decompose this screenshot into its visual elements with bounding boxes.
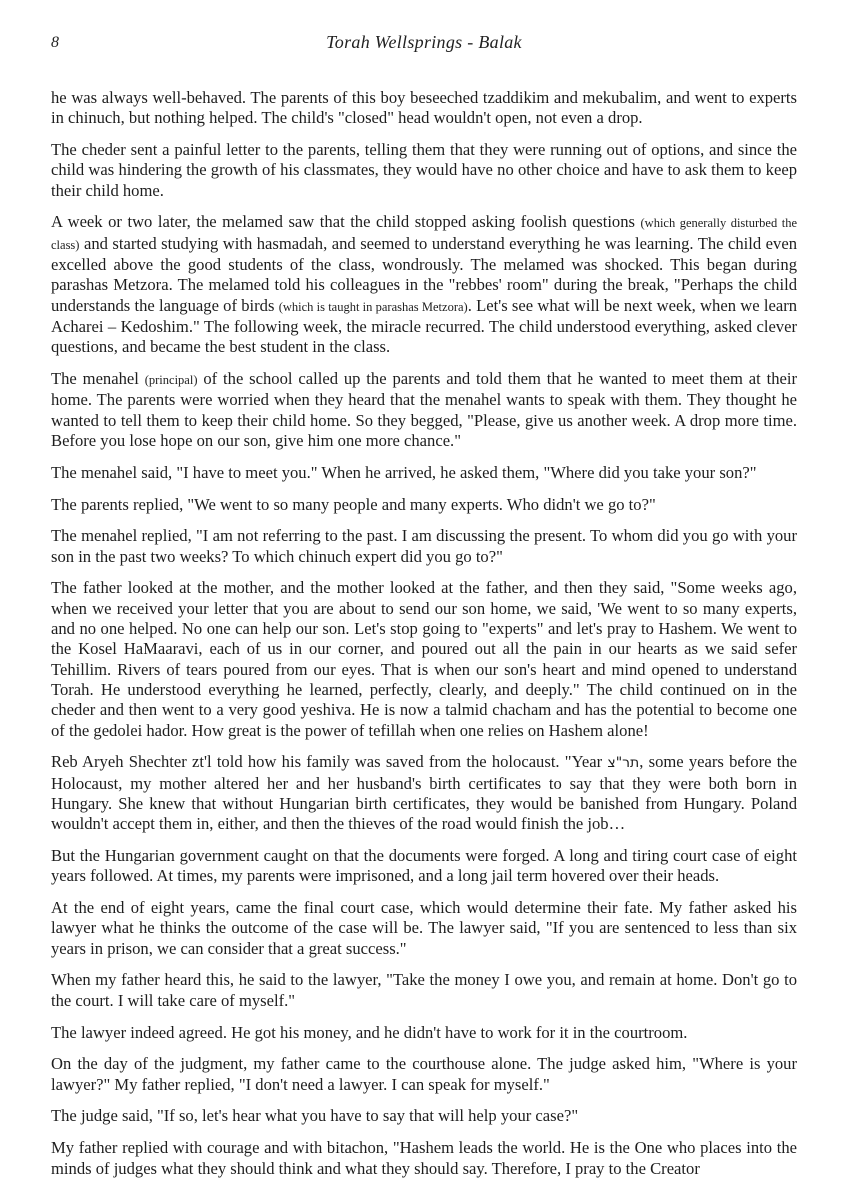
paragraph: My father replied with courage and with bitachon, "Hashem leads the world. He is the One who places into the minds of judges what they should think and what they should say. Therefore, I pray to the Creator: [51, 1138, 797, 1178]
paragraph-text: , some years before the Holocaust, my mother altered her and her husband's birth certificates to say that they were both born in Hungary. She knew that without Hungarian birth certificates, they would be banished from Hungary. Poland wouldn't accept them in, either, and then the thieves of the road would finish the job…: [51, 752, 797, 834]
paragraph: At the end of eight years, came the final court case, which would determine their fate. My father asked his lawyer what he thinks the outcome of the case will be. The lawyer said, "If you are sentenced to less than six years in prison, we can consider that a great success.": [51, 898, 797, 958]
book-title: Torah Wellsprings - Balak: [326, 32, 522, 52]
paragraph-text: and started studying with hasmadah, and seemed to understand everything he was learning. The child even excelled above the good students of the class, wondrously. The melamed was shocked. This began during parashas Metzora. The melamed told his colleagues in the "rebbes' room" during the break, "Perhaps the child understands the language of birds: [51, 233, 797, 315]
parenthetical-note: (principal): [144, 373, 198, 388]
paragraph: The parents replied, "We went to so many people and many experts. Who didn't we go to?": [51, 494, 656, 514]
paragraph: The menahel replied, "I am not referring to the past. I am discussing the present. To whom did you go with your son in the past two weeks? To which chinuch expert did you go to?": [51, 526, 797, 566]
paragraph: The cheder sent a painful letter to the parents, telling them that they were running out of options, and since the child was hindering the growth of his classmates, they would have no other choice and have to ask them to keep their child home.: [51, 140, 797, 200]
paragraph: The menahel said, "I have to meet you." When he arrived, he asked them, "Where did you take your son?": [51, 462, 757, 482]
body-text: [51, 88, 797, 1190]
paragraph: The judge said, "If so, let's hear what you have to say that will help your case?": [51, 1106, 579, 1126]
paragraph: The lawyer indeed agreed. He got his money, and he didn't have to work for it in the courtroom.: [51, 1022, 688, 1042]
paragraph-text: of the school called up the parents and told them that he wanted to meet them at their home. The parents were worried when they heard that the menahel wants to speak with them. They thought he wanted to tell them to keep their child home. So they begged, "Please, give us another week. A drop more time. Before you lose hope on our son, give him one more chance.": [51, 369, 797, 450]
paragraph: [51, 212, 797, 357]
paragraph: On the day of the judgment, my father came to the courthouse alone. The judge asked him, "Where is your lawyer?" My father replied, "I don't need a lawyer. I can speak for myself.": [51, 1054, 797, 1094]
page-number: 8: [51, 34, 59, 51]
paragraph: [51, 369, 797, 451]
parenthetical-note: (which generally disturbed the class): [51, 216, 797, 252]
paragraph-text: . Let's see what will be next week, when we learn Acharei – Kedoshim." The following week, the miracle recurred. The child understood everything, asked clever questions, and became the best student in the class.: [51, 295, 798, 357]
parenthetical-note: (which is taught in parashas Metzora): [278, 299, 468, 314]
paragraph-text: Reb Aryeh Shechter zt'l told how his family was saved from the holocaust. "Year: [51, 752, 608, 772]
paragraph: [51, 752, 797, 834]
paragraph-text: The menahel: [51, 369, 145, 389]
paragraph-text: A week or two later, the melamed saw that the child stopped asking foolish questions: [51, 212, 641, 232]
paragraph: The father looked at the mother, and the mother looked at the father, and then they said, "Some weeks ago, when we received your letter that you are about to send our son home, we said, 'We went to so many experts, and no one helped. No one can help our son. Let's stop going to "experts" and let's pray to Hashem. We went to the Kosel HaMaaravi, each of us in our corner, and poured out all the pain in our hearts as we said sefer Tehillim. Rivers of tears poured from our eyes. That is when our son's heart and mind opened to understand Torah. He understood everything he learned, perfectly, clearly, and deeply." The child continued on in the cheder and then went to a very good yeshiva. He is now a talmid chacham and has the potential to become one of the gedolei hador. How great is the power of tefillah when one relies on Hashem alone!: [51, 578, 797, 740]
paragraph: But the Hungarian government caught on that the documents were forged. A long and tiring court case of eight years followed. At times, my parents were imprisoned, and a long jail term hovered over their heads.: [51, 846, 797, 886]
paragraph: When my father heard this, he said to the lawyer, "Take the money I owe you, and remain at home. Don't go to the court. I will take care of myself.": [51, 970, 797, 1010]
running-header: [51, 30, 797, 56]
hebrew-year: תר"צ: [607, 755, 640, 772]
paragraph: he was always well-behaved. The parents of this boy beseeched tzaddikim and mekubalim, and went to experts in chinuch, but nothing helped. The child's "closed" head wouldn't open, not even a drop.: [51, 88, 797, 128]
